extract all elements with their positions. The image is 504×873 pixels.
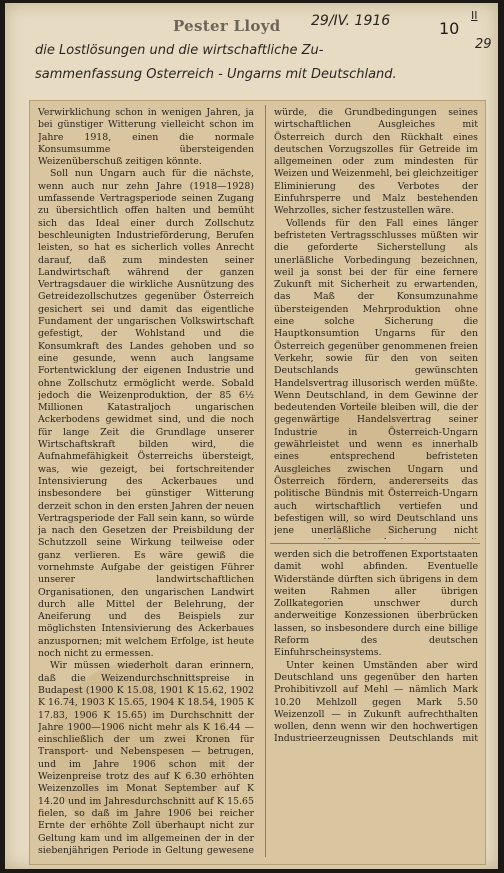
paragraph: Verwirklichung schon in wenigen Jahren, ja bei günstiger Witterung vielleicht schon im Jahre 1918, einen die normale Konsumsumme übersteigenden Weizenüberschuß zeitigen könnte. [38, 107, 254, 168]
newspaper-masthead: Pester Lloyd [173, 17, 281, 35]
paragraph: Wir müssen wiederholt daran erinnern, daß die Weizendurchschnittspreise in Budapest (1900 K 15.08, 1901 K 15.62, 1902 K 16.74, 1903 K 15.65, 1904 K 18.54, 1905 K 17.83, 1906 K 15.65) im Durchschnitt der Jahre 1900—1906 nicht mehr als K 16.44 — einschließlich der um zwei Kronen für Transport- und Nebenspesen — betrugen, und im Jahre 1906 schon mit der Weizenpreise trotz des auf K 6.30 erhöhten Weizenzolles im Monat September auf K 14.20 und im Jahresdurchschnitt auf K 15.65 fielen, so daß im Jahre 1906 bei reicher Ernte der erhöhte Zoll überhaupt nicht zur Geltung kam und im allgemeinen der in der siebenjährigen Periode in Geltung gewesene [38, 660, 254, 856]
handwritten-date: 29/IV. 1916 [311, 13, 391, 29]
handwritten-note-line-1: die Lostlösungen und die wirtschaftliche Zu- [35, 43, 324, 58]
paragraph: werden sich die betroffenen Exportstaaten damit wohl abfinden. Eventuelle Widerstände dürften sich übrigens in dem weiten Rahmen aller übrigen Zollkategorien unschwer durch anderweitige Konzessionen überbrücken lassen, so insbesondere durch eine billige Reform des deutschen Einfuhrscheinsystems. [274, 549, 478, 659]
section-divider [270, 543, 480, 544]
paragraph: Soll nun Ungarn auch für die nächste, wenn auch nur zehn Jahre (1918—1928) umfassende Vertragsperiode seinen Zugang zu übersichtlich offen halten und bemüht sich das Ideal einer durch Zollschutz beschleunigten Industrieförderung, Berufen leisten, so hat es sicherlich volles Anrecht darauf, daß zum mindesten seiner Landwirtschaft während der ganzen Vertragsdauer die wirkliche Ausnützung des Getreidezollschutzes gegenüber Österreich gesichert sei und damit das eigentliche Fundament der ungarischen Volkswirtschaft gefestigt, der Wohlstand und die Konsumkraft des Landes gehoben und so eine gesunde, wenn auch langsame Fortentwicklung der eigenen Industrie und ohne Zollschutz ermöglicht werde. Sobald jedoch die Weizenproduktion, der 85 6½ Millionen Katastraljoch ungarischen Ackerbodens gewidmet sind, und die noch für lange Zeit die Grundlage unserer Wirtschaftskraft bilden wird, die Aufnahmefähigkeit Österreichs übersteigt, was, wie gezeigt, bei fortschreitender Intensivierung des Ackerbaues und insbesondere bei günstiger Witterung derzeit schon in den ersten Jahren der neuen Vertragsperiode der Fall sein kann, so würde ja nach den Gesetzen der Preisbildung der Schutzzoll seine Wirkung teilweise oder ganz verlieren. Es wäre gewiß die vornehmste Aufgabe der geistigen Führer unserer landwirtschaftlichen Organisationen, den ungarischen Landwirt durch alle Mittel der Belehrung, der Aneiferung und des Beispiels zur möglichsten Intensivierung des Ackerbaues anzuspornen; mit welchem Erfolge, ist heute noch nicht zu ermessen. [38, 168, 254, 660]
handwritten-note-line-2: sammenfassung Österreich - Ungarns mit Deutschland. [35, 67, 397, 82]
archive-page [5, 3, 498, 869]
side-mark: 29 [475, 37, 492, 52]
column-divider [265, 105, 266, 857]
corner-mark: II [471, 9, 478, 22]
page-number: 10 [439, 19, 460, 38]
paragraph: Vollends für den Fall eines länger befristeten Vertragsschlusses müßten wir die geforderte Sicherstellung als unerläßliche Vorbedingung bezeichnen, weil ja sonst bei der für eine fernere Zukunft mit Sicherheit zu erwartenden, das Maß der Konsumzunahme übersteigenden Mehrproduktion ohne eine solche Sicherung die Hauptkonsumtion Ungarns für den Österreich gegenüber genommenen freien Verkehr, sowie für den von seiten Deutschlands gewünschten Handelsvertrag illusorisch werden müßte. Wenn Deutschland, in dem Gewinne der bedeutenden Vorteile bleiben will, die der gegenwärtige Handelsvertrag seiner Industrie in Österreich-Ungarn gewährleistet und wenn es innerhalb eines entsprechend befristeten Ausgleiches zwischen Ungarn und Österreich fördern, andererseits das politische Bündnis mit Österreich-Ungarn auch wirtschaftlich vertiefen und befestigen will, so wird Deutschland uns jene unerläßliche Sicherung nicht [274, 217, 478, 537]
newspaper-clipping [29, 100, 486, 865]
paragraph: würde, die Grundbedingungen seines wirtschaftlichen Ausgleiches mit Österreich durch den Rückhalt eines deutschen Vorzugszolles für Getreide im allgemeinen oder zum mindesten für Weizen und Weizenmehl, bei gleichzeitiger Eliminierung des Verbotes der Einfuhrsperre und Malz bestehenden Wehrzolles, sicher festzustellen wäre. [274, 107, 478, 217]
paragraph: Unter keinen Umständen aber wird Deutschland uns gegenüber den harten Prohibitivzoll auf Mehl — nämlich Mark 10.20 Mehlzoll gegen Mark 5.50 Weizenzoll — in Zukunft aufrechthalten wollen, denn wenn wir den hochwertigen Industrieerzeugnissen Deutschlands mit [274, 659, 478, 743]
article-column-right-top [274, 107, 478, 539]
article-column-left [38, 107, 254, 857]
article-column-right-bottom [274, 549, 478, 743]
